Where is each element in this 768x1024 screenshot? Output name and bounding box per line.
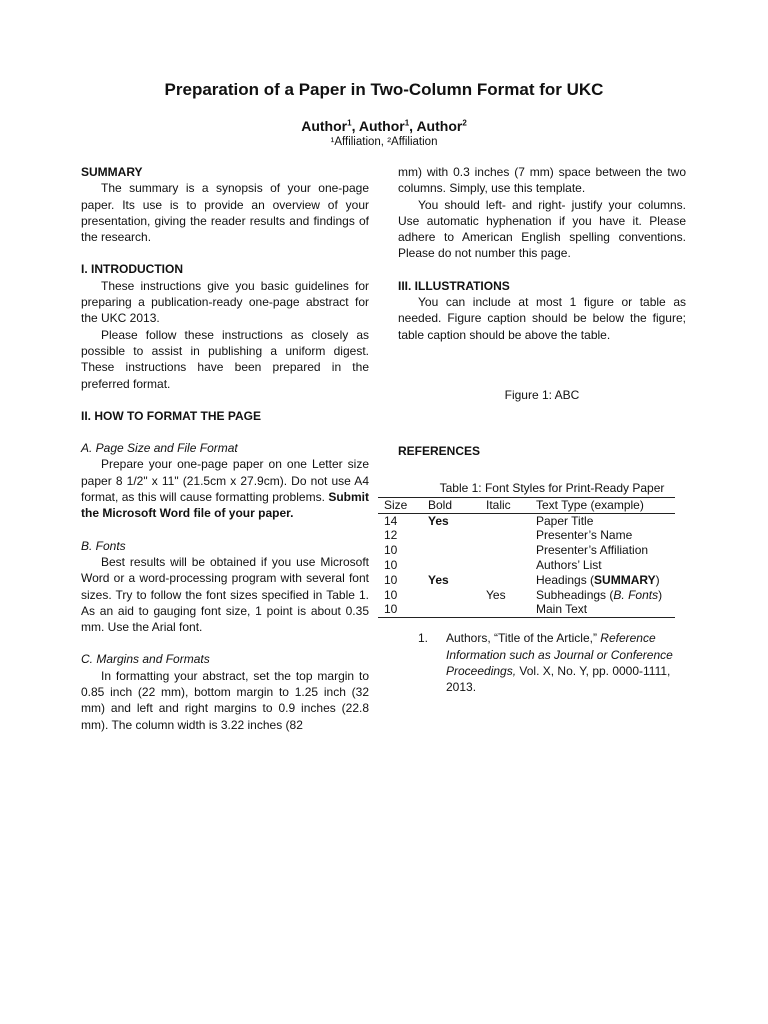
right-column [384,164,686,695]
column-header: Size [384,497,408,512]
references-heading: REFERENCES [398,444,481,459]
text-type-example: B. Fonts [613,587,659,602]
table-caption: Table 1: Font Styles for Print-Ready Paper [439,480,665,495]
affiliations: ¹Affiliation, ²Affiliation [330,136,438,148]
text-type-example: SUMMARY [594,572,656,587]
column-header: Text Type (example) [536,497,644,512]
table-cell-bold [422,543,480,558]
author-separator: , [351,118,359,134]
table-row [378,528,675,543]
table-cell-size: 10 [384,602,398,617]
summary-text: The summary is a synopsis of your one-page paper. Its use is to provide an overview of your presentation, giving the reader results and findings of the research. [81,181,369,245]
table-cell-text-type [530,602,675,617]
table-cell-text-type [530,573,675,588]
author-affiliation-mark: 1 [347,118,352,128]
left-column [81,164,369,733]
table-cell-italic [480,558,530,573]
table-cell-bold [422,528,480,543]
text-type-label: Headings ( [536,572,595,587]
text-type-end: ) [658,587,663,602]
page-size-paragraph [81,456,369,521]
table-cell-bold [422,588,480,603]
author-name: Author [358,118,405,134]
text-type-label: Authors’ List [536,558,602,573]
table-cell-text-type [530,543,675,558]
table-cell-size: 10 [384,558,398,573]
table-row [378,558,675,573]
reference-details: Vol. X, No. Y, pp. 0000-1111, 2013. [446,663,671,695]
table-cell-italic [480,543,530,558]
author-name: Author [416,118,463,134]
reference-number: 1. [418,631,429,646]
table-cell-text-type [530,528,675,543]
table-cell-size: 10 [384,543,398,558]
table-cell-bold: Yes [428,572,449,587]
table-row [378,513,675,528]
introduction-paragraph: Please follow these instructions as closely as possible to assist in publishing a uniform digest. These instructions have been prepared in the preferred format. [81,327,369,391]
justify-paragraph: You should left- and right- justify your columns. Use automatic hyphenation if you have it. Please adhere to American English spelling conventions. Please do not number this page. [398,197,686,261]
author-affiliation-mark: 2 [462,118,467,128]
page-size-text: Prepare your one-page paper on one Letter size paper 8 1/2" x 11" (21.5cm x 27.9cm). Do not use A4 format, as this will cause formatting problems. [81,457,369,505]
format-heading: II. HOW TO FORMAT THE PAGE [81,408,261,423]
author-affiliation-mark: 1 [404,118,410,128]
text-type-label: Main Text [536,602,588,617]
table-cell-size: 10 [384,572,398,587]
table-cell-italic [480,528,530,543]
table-header-row [378,497,675,513]
table-cell-text-type [530,513,675,528]
page-size-subheading: A. Page Size and File Format [81,441,238,456]
fonts-subheading: B. Fonts [81,538,126,553]
column-header: Italic [486,497,511,512]
table-row [378,602,675,617]
illustrations-paragraph: You can include at most 1 figure or table as needed. Figure caption should be below the figure; table caption should be above the table. [398,295,686,342]
table-cell-text-type [530,558,675,573]
text-type-label: Subheadings ( [536,587,614,602]
table-cell-size: 10 [384,587,398,602]
text-type-label: Paper Title [536,513,594,528]
table-cell-bold [422,558,480,573]
text-type-end: ) [655,572,660,587]
table-cell-text-type [530,588,675,603]
column-header: Bold [428,497,453,512]
reference-authors: Authors, “Title of the Article,” [446,631,601,646]
font-styles-table [378,497,675,618]
reference-source: Reference Information such as Journal or Conference Proceedings, [446,631,673,678]
author-name: Author [301,118,348,134]
author-separator: , [409,118,417,134]
table-cell-size: 14 [384,513,398,528]
figure-caption: Figure 1: ABC [504,387,580,402]
margins-subheading: C. Margins and Formats [81,652,210,667]
margins-paragraph-continued: mm) with 0.3 inches (7 mm) space between the two columns. Simply, use this template. [398,165,686,196]
table-row [378,573,675,588]
text-type-label: Presenter’s Affiliation [536,543,649,558]
margins-paragraph: In formatting your abstract, set the top margin to 0.85 inch (22 mm), bottom margin to 1.25 inch (32 mm) and left and right margins to 0.9 inches (22.8 mm). The column width is 3.22 inches (82 [81,668,369,732]
text-type-label: Presenter’s Name [536,528,633,543]
author-list [0,118,768,134]
reference-item [398,630,686,695]
table-cell-italic: Yes [486,587,506,602]
table-cell-italic [480,513,530,528]
introduction-paragraph: These instructions give you basic guidelines for preparing a publication-ready one-page abstract for the UKC 2013. [81,278,369,326]
page-size-bold-text: Submit the Microsoft Word file of your paper. [81,490,369,521]
illustrations-heading: III. ILLUSTRATIONS [398,278,510,293]
summary-heading: SUMMARY [81,165,143,179]
paper-title: Preparation of a Paper in Two-Column Format for UKC [164,80,604,99]
fonts-paragraph: Best results will be obtained if you use Microsoft Word or a word-processing program with several font sizes. Try to follow the font sizes specified in Table 1. As an aid to gauging font size, 1 point is about 0.35 mm. Use the Arial font. [81,554,369,635]
table-cell-bold: Yes [428,513,449,528]
table-cell-italic [480,573,530,588]
introduction-heading: I. INTRODUCTION [81,262,183,277]
table-cell-italic [480,602,530,617]
reference-text [446,630,686,695]
table-cell-size: 12 [384,528,398,543]
table-row [378,588,675,603]
table-cell-bold [422,602,480,617]
table-row [378,543,675,558]
